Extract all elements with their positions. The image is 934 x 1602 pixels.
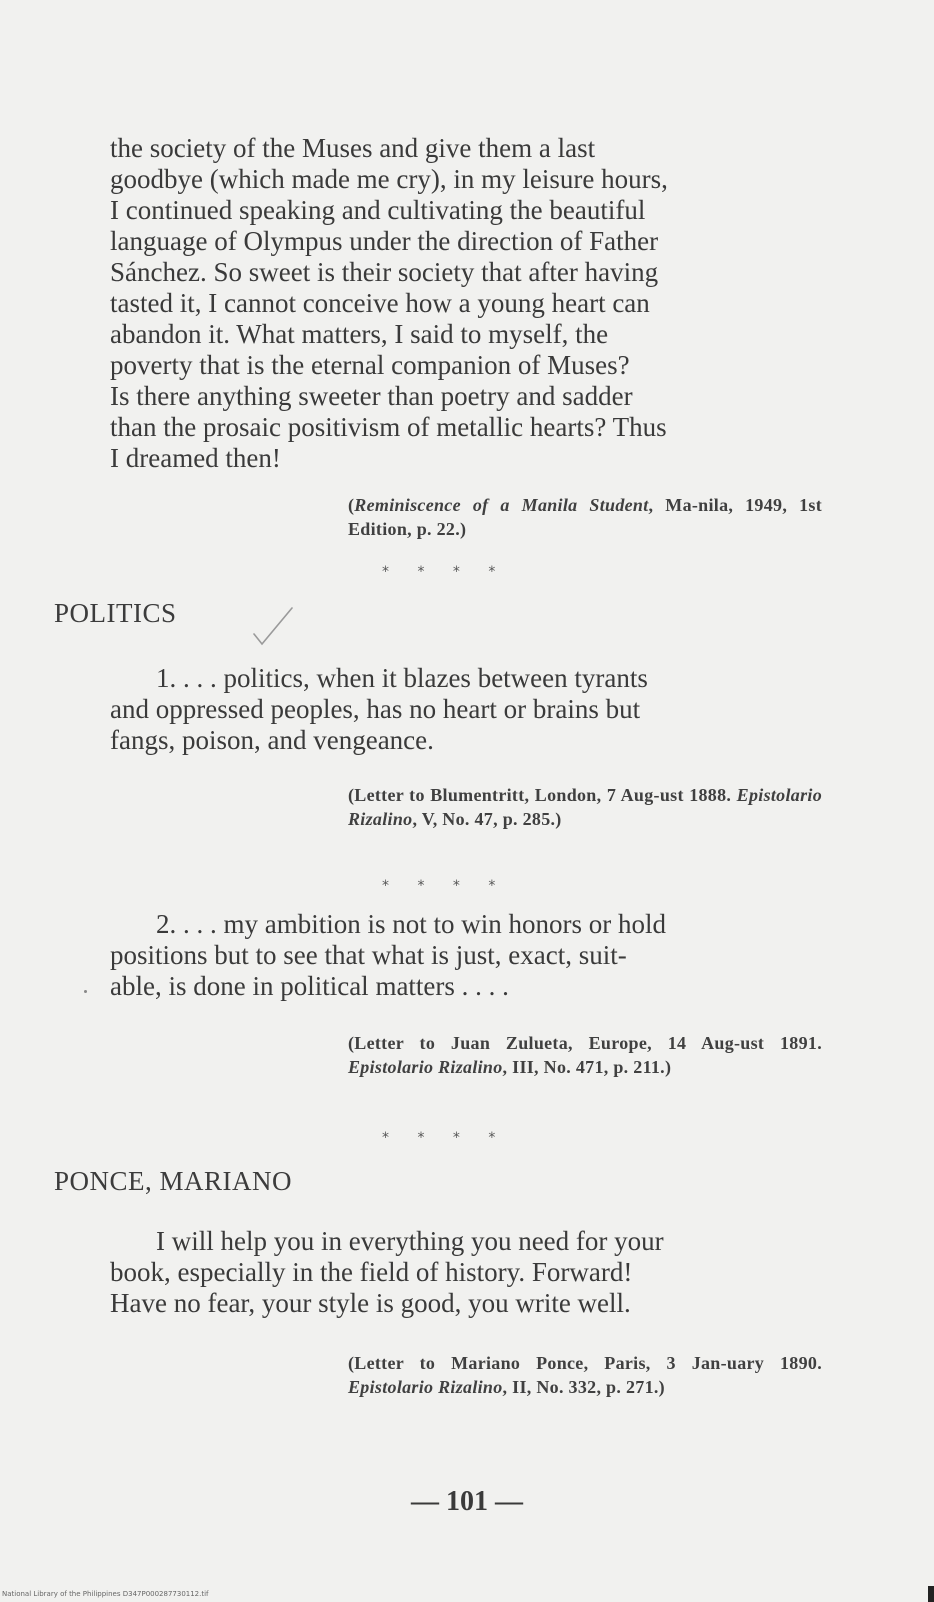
scan-edge-mark xyxy=(928,1586,934,1602)
ponce-paragraph xyxy=(110,1226,822,1319)
text-line: book, especially in the field of history. Forward! xyxy=(110,1257,633,1287)
citation-post: , III, No. 471, p. 211.) xyxy=(502,1056,672,1077)
text-line: abandon it. What matters, I said to myself, the xyxy=(110,319,609,349)
archive-stamp: National Library of the Philippines D347P000287730112.tif xyxy=(2,1590,209,1598)
text-line: fangs, poison, and vengeance. xyxy=(110,725,434,755)
text-line: poverty that is the eternal companion of Muses? xyxy=(110,350,630,380)
citation-post: , II, No. 332, p. 271.) xyxy=(502,1376,665,1397)
text-line: I will help you in everything you need for your xyxy=(156,1226,664,1256)
heading-ponce-mariano: PONCE, MARIANO xyxy=(54,1166,293,1196)
citation-title: Epistolario Rizalino xyxy=(348,785,822,829)
citation-title: Reminiscence of a Manila Student xyxy=(354,495,649,515)
heading-politics: POLITICS xyxy=(54,598,177,628)
intro-paragraph xyxy=(110,133,822,474)
paper-speck xyxy=(84,990,87,993)
text-line: and oppressed peoples, has no heart or brains but xyxy=(110,694,641,724)
citation-rest: , Ma-nila, 1949, 1st Edition, p. 22.) xyxy=(348,495,822,539)
text-line: language of Olympus under the direction of Father xyxy=(110,226,659,256)
text-line: positions but to see that what is just, exact, suit- xyxy=(110,940,627,970)
text-line: Sánchez. So sweet is their society that after having xyxy=(110,257,659,287)
text-line: I dreamed then! xyxy=(110,443,281,473)
text-line: 2. . . . my ambition is not to win honors or hold xyxy=(156,909,666,939)
citation-pre: (Letter to Juan Zulueta, Europe, 14 Aug-ust 1891. xyxy=(348,1033,822,1053)
citation-title: Epistolario Rizalino xyxy=(348,1376,503,1397)
politics-item-2 xyxy=(110,909,822,1002)
politics-item-1 xyxy=(110,663,822,756)
text-line: I continued speaking and cultivating the beautiful xyxy=(110,195,646,225)
page-number: — 101 — xyxy=(411,1486,523,1517)
citation-post: , V, No. 47, p. 285.) xyxy=(412,808,562,829)
text-line: 1. . . . politics, when it blazes between tyrants xyxy=(156,663,648,693)
citation-reminiscence xyxy=(348,494,822,541)
citation-pre: (Letter to Blumentritt, London, 7 Aug-ust 1888. xyxy=(348,785,737,805)
pencil-checkmark-icon xyxy=(250,604,296,648)
section-separator: * * * * xyxy=(382,564,508,580)
text-line: Is there anything sweeter than poetry and sadder xyxy=(110,381,633,411)
citation-pre: (Letter to Mariano Ponce, Paris, 3 Jan-uary 1890. xyxy=(348,1353,822,1373)
text-line: Have no fear, your style is good, you write well. xyxy=(110,1288,631,1318)
section-separator: * * * * xyxy=(382,1130,508,1146)
citation-blumentritt xyxy=(348,784,822,831)
citation-ponce xyxy=(348,1352,822,1399)
text-line: than the prosaic positivism of metallic hearts? Thus xyxy=(110,412,667,442)
citation-open: ( xyxy=(348,495,355,515)
text-line: tasted it, I cannot conceive how a young heart can xyxy=(110,288,650,318)
text-line: the society of the Muses and give them a last xyxy=(110,133,596,163)
text-line: able, is done in political matters . . . . xyxy=(110,971,509,1001)
citation-title: Epistolario Rizalino xyxy=(348,1056,503,1077)
section-separator: * * * * xyxy=(382,878,508,894)
citation-zulueta xyxy=(348,1032,822,1079)
text-line: goodbye (which made me cry), in my leisure hours, xyxy=(110,164,668,194)
